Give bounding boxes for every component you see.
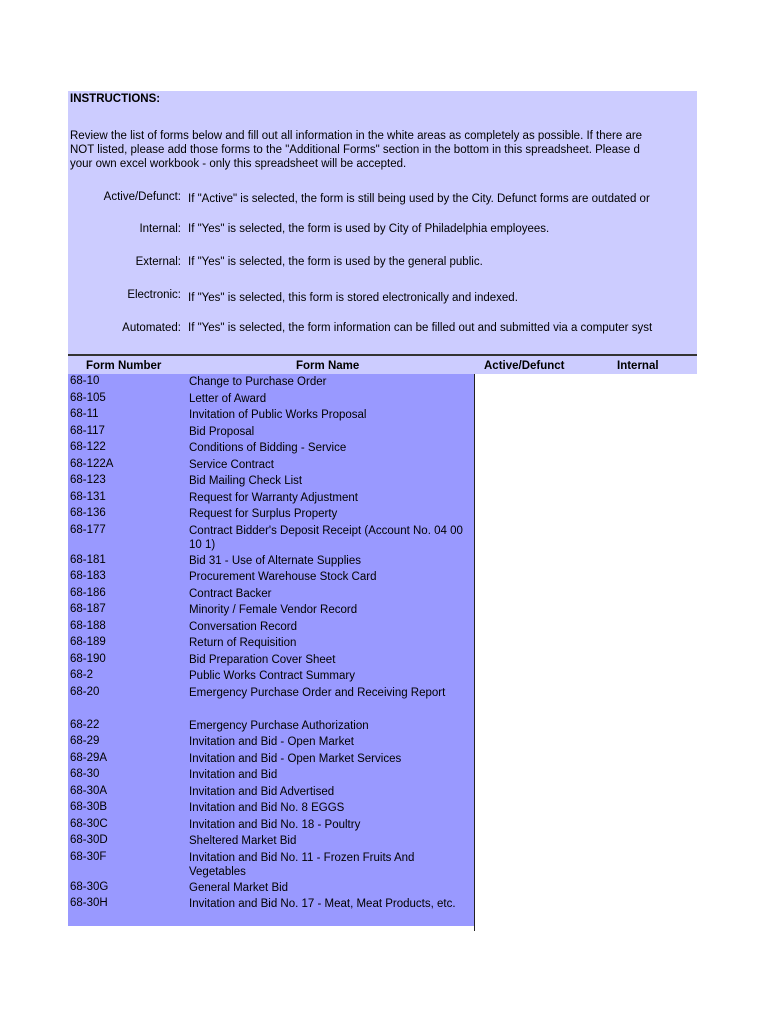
table-row (68, 751, 474, 768)
form-number-cell: 68-30H (70, 897, 108, 909)
table-row (68, 817, 474, 834)
form-name-cell: General Market Bid (189, 881, 289, 894)
table-row (68, 880, 474, 897)
form-number-cell: 68-181 (70, 553, 106, 566)
form-name-cell: Bid Proposal (189, 425, 255, 438)
form-number-cell: 68-188 (70, 619, 106, 632)
form-number-cell: 68-190 (70, 652, 106, 665)
form-number-cell: 68-183 (70, 570, 106, 582)
definition-text: If "Active" is selected, the form is still being used by the City. Defunct forms are outdated or (188, 193, 650, 205)
form-name-cell: Invitation and Bid No. 8 EGGS (189, 802, 345, 814)
form-number-cell: 68-122 (70, 441, 106, 453)
instructions-body (70, 129, 642, 171)
input-area[interactable] (474, 374, 697, 931)
form-name-cell: Conditions of Bidding - Service (189, 442, 347, 454)
table-row (68, 569, 474, 586)
table-row (68, 523, 474, 553)
form-name-cell: Procurement Warehouse Stock Card (189, 571, 377, 583)
table-row (68, 506, 474, 523)
form-number-cell: 68-187 (70, 603, 106, 615)
definition-label: Active/Defunct: (103, 191, 181, 203)
form-number-cell: 68-22 (70, 718, 100, 731)
form-number-cell: 68-30G (70, 880, 109, 893)
form-name-cell: Invitation of Public Works Proposal (189, 409, 367, 421)
instructions-title: INSTRUCTIONS: (70, 93, 161, 105)
table-row (68, 602, 474, 619)
table-row (68, 652, 474, 669)
table-row (68, 391, 474, 408)
form-name-cell: Minority / Female Vendor Record (189, 604, 358, 616)
table-row (68, 586, 474, 603)
definition-label: Electronic: (127, 289, 181, 301)
form-name-cell: Change to Purchase Order (189, 376, 327, 388)
form-name-cell: Bid Preparation Cover Sheet (189, 653, 336, 666)
table-row (68, 635, 474, 652)
form-number-cell: 68-117 (70, 424, 105, 437)
form-name-cell: Request for Warranty Adjustment (189, 491, 358, 504)
table-row (68, 800, 474, 817)
column-header-row (68, 354, 697, 374)
form-number-cell: 68-29A (70, 751, 108, 764)
table-row (68, 850, 474, 880)
form-number-cell: 68-10 (70, 375, 100, 387)
table-row (68, 473, 474, 490)
form-name-cell: Contract Backer (189, 587, 272, 600)
form-number-cell: 68-20 (70, 685, 100, 698)
form-name-cell: Contract Bidder's Deposit Receipt (Account No. 04 00 10 1) (189, 524, 463, 551)
definition-label: Internal: (139, 223, 181, 235)
form-name-cell: Emergency Purchase Order and Receiving Report (189, 686, 446, 699)
form-name-cell: Conversation Record (189, 620, 298, 633)
form-number-cell: 68-29 (70, 735, 100, 747)
form-number-cell: 68-189 (70, 636, 106, 648)
table-row (68, 833, 474, 850)
table-row (68, 784, 474, 801)
form-name-cell: Invitation and Bid - Open Market (189, 736, 354, 748)
form-name-cell: Invitation and Bid - Open Market Services (189, 752, 402, 765)
form-name-cell: Invitation and Bid No. 18 - Poultry (189, 818, 361, 831)
definition-text: If "Yes" is selected, the form is used by City of Philadelphia employees. (188, 223, 550, 235)
table-row (68, 440, 474, 457)
spreadsheet-page (68, 91, 697, 931)
column-header-form-number: Form Number (86, 360, 162, 372)
table-row (68, 490, 474, 507)
form-name-cell: Request for Surplus Property (189, 508, 338, 520)
form-number-cell: 68-30 (70, 768, 100, 780)
table-row (68, 619, 474, 636)
column-header-active-defunct: Active/Defunct (484, 360, 565, 372)
form-number-cell: 68-30F (70, 850, 107, 863)
form-number-cell: 68-177 (70, 523, 106, 536)
table-row (68, 457, 474, 474)
instructions-line: your own excel workbook - only this spreadsheet will be accepted. (70, 158, 407, 170)
form-number-cell: 68-30D (70, 834, 108, 846)
definition-label: External: (135, 256, 181, 268)
table-row (68, 718, 474, 735)
forms-table (68, 374, 474, 926)
table-row (68, 407, 474, 424)
form-number-cell: 68-11 (70, 408, 99, 420)
table-row (68, 896, 474, 926)
form-number-cell: 68-131 (70, 490, 106, 503)
form-name-cell: Service Contract (189, 458, 275, 471)
definition-text: If "Yes" is selected, the form information can be filled out and submitted via a computer syst (188, 322, 653, 334)
table-row (68, 553, 474, 570)
form-number-cell: 68-136 (70, 507, 106, 519)
instructions-line: NOT listed, please add those forms to the "Additional Forms" section in the bottom in this spreadsheet. Please d (70, 144, 640, 156)
form-name-cell: Return of Requisition (189, 637, 297, 649)
form-number-cell: 68-30A (70, 784, 108, 797)
form-number-cell: 68-122A (70, 457, 114, 470)
table-row (68, 767, 474, 784)
table-row (68, 685, 474, 718)
form-name-cell: Invitation and Bid No. 17 - Meat, Meat Products, etc. (189, 898, 456, 910)
form-number-cell: 68-186 (70, 586, 106, 599)
form-number-cell: 68-105 (70, 391, 106, 404)
definition-text: If "Yes" is selected, this form is stored electronically and indexed. (188, 292, 518, 304)
table-row (68, 668, 474, 685)
form-name-cell: Invitation and Bid Advertised (189, 785, 335, 798)
definition-label: Automated: (122, 322, 181, 334)
table-row (68, 734, 474, 751)
definition-text: If "Yes" is selected, the form is used by the general public. (188, 256, 483, 268)
form-name-cell: Sheltered Market Bid (189, 835, 297, 847)
instructions-line: Review the list of forms below and fill out all information in the white areas as completely as possible. If there are (70, 130, 643, 142)
form-name-cell: Invitation and Bid No. 11 - Frozen Fruits And Vegetables (189, 851, 415, 878)
table-row (68, 424, 474, 441)
form-name-cell: Bid 31 - Use of Alternate Supplies (189, 554, 361, 567)
form-name-cell: Letter of Award (189, 392, 267, 405)
form-number-cell: 68-30B (70, 801, 108, 813)
column-header-internal: Internal (617, 360, 659, 372)
form-name-cell: Invitation and Bid (189, 769, 278, 781)
form-name-cell: Bid Mailing Check List (189, 475, 303, 487)
form-number-cell: 68-30C (70, 817, 108, 830)
form-name-cell: Public Works Contract Summary (189, 670, 355, 682)
form-number-cell: 68-2 (70, 669, 94, 681)
column-header-form-name: Form Name (296, 360, 360, 372)
form-number-cell: 68-123 (70, 474, 106, 486)
form-name-cell: Emergency Purchase Authorization (189, 719, 369, 732)
table-row (68, 374, 474, 391)
instructions-panel (68, 91, 697, 354)
